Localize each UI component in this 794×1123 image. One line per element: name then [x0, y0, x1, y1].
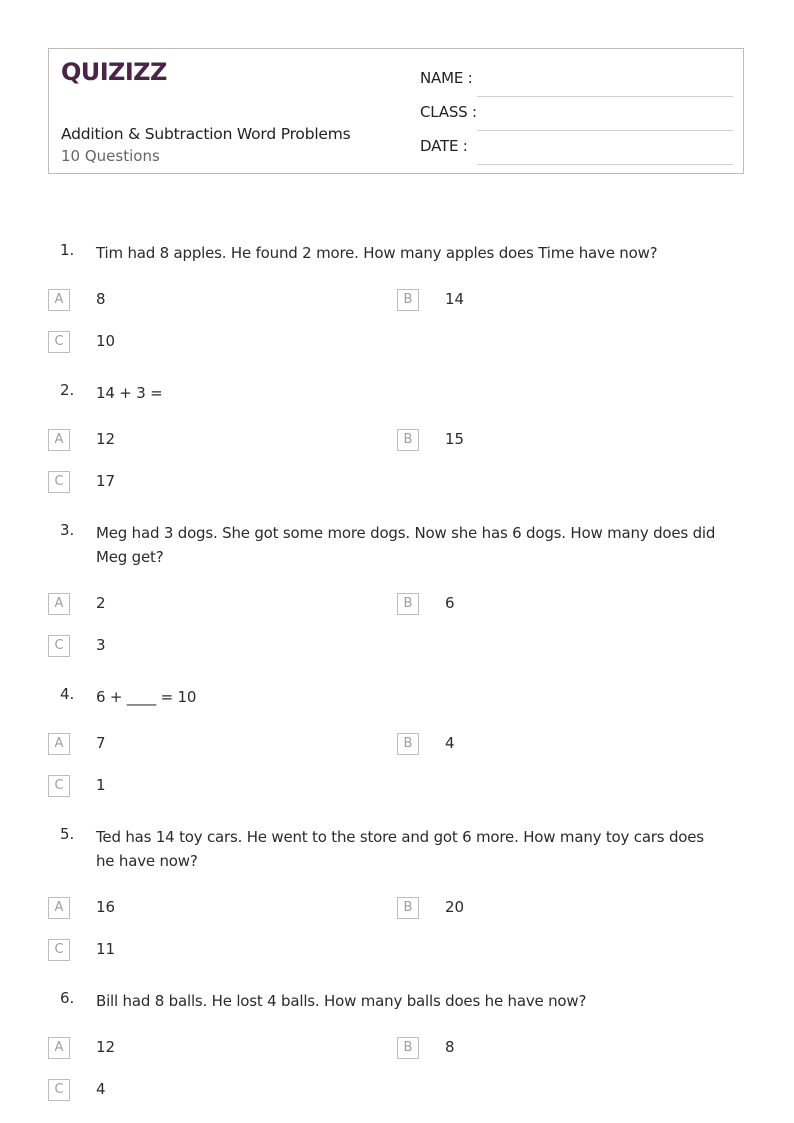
option-value: 3 — [96, 636, 106, 654]
class-label: CLASS : — [420, 103, 477, 121]
date-label: DATE : — [420, 137, 468, 155]
option-value: 8 — [96, 290, 106, 308]
question-text: Bill had 8 balls. He lost 4 balls. How many balls does he have now? — [96, 992, 587, 1010]
option-letter-box: B — [397, 897, 419, 919]
question-text: Tim had 8 apples. He found 2 more. How many apples does Time have now? — [96, 244, 658, 262]
option-value: 15 — [445, 430, 465, 448]
question-number: 1. — [60, 241, 75, 259]
question-text: Meg had 3 dogs. She got some more dogs. Now she has 6 dogs. How many does did Meg get? — [96, 524, 716, 566]
question-count: 10 Questions — [61, 147, 160, 165]
option-letter-box: A — [48, 593, 70, 615]
option-value: 17 — [96, 472, 116, 490]
option-value: 12 — [96, 430, 116, 448]
option-letter-box: A — [48, 429, 70, 451]
option-value: 11 — [96, 940, 116, 958]
option-letter-box: C — [48, 331, 70, 353]
option-value: 10 — [96, 332, 116, 350]
option-letter-box: C — [48, 471, 70, 493]
class-field — [420, 103, 733, 125]
option-letter-box: B — [397, 289, 419, 311]
question-text: Ted has 14 toy cars. He went to the store and got 6 more. How many toy cars does he have now? — [96, 828, 704, 870]
option-value: 7 — [96, 734, 106, 752]
option-letter-box: A — [48, 733, 70, 755]
worksheet-header — [48, 48, 744, 174]
option-letter-box: C — [48, 939, 70, 961]
option-letter-box: C — [48, 775, 70, 797]
date-field — [420, 137, 733, 159]
question-number: 6. — [60, 989, 75, 1007]
option-letter-box: A — [48, 1037, 70, 1059]
question-number: 2. — [60, 381, 75, 399]
option-value: 8 — [445, 1038, 455, 1056]
question-text: 6 + ____ = 10 — [96, 688, 197, 706]
name-line — [477, 96, 733, 97]
option-letter-box: B — [397, 1037, 419, 1059]
name-label: NAME : — [420, 69, 473, 87]
question-number: 3. — [60, 521, 75, 539]
question-number: 4. — [60, 685, 75, 703]
option-letter-box: C — [48, 635, 70, 657]
option-letter-box: A — [48, 897, 70, 919]
option-value: 4 — [445, 734, 455, 752]
class-line — [477, 130, 733, 131]
option-letter-box: B — [397, 429, 419, 451]
quizizz-logo: QUIZIZZ — [61, 58, 167, 86]
option-value: 12 — [96, 1038, 116, 1056]
option-value: 6 — [445, 594, 455, 612]
option-value: 20 — [445, 898, 465, 916]
option-letter-box: A — [48, 289, 70, 311]
option-value: 1 — [96, 776, 106, 794]
question-text: 14 + 3 = — [96, 384, 163, 402]
option-value: 2 — [96, 594, 106, 612]
option-letter-box: C — [48, 1079, 70, 1101]
name-field — [420, 69, 733, 91]
date-line — [477, 164, 733, 165]
option-letter-box: B — [397, 733, 419, 755]
question-number: 5. — [60, 825, 75, 843]
option-value: 4 — [96, 1080, 106, 1098]
option-value: 16 — [96, 898, 116, 916]
option-letter-box: B — [397, 593, 419, 615]
option-value: 14 — [445, 290, 465, 308]
worksheet-title: Addition & Subtraction Word Problems — [61, 125, 351, 143]
